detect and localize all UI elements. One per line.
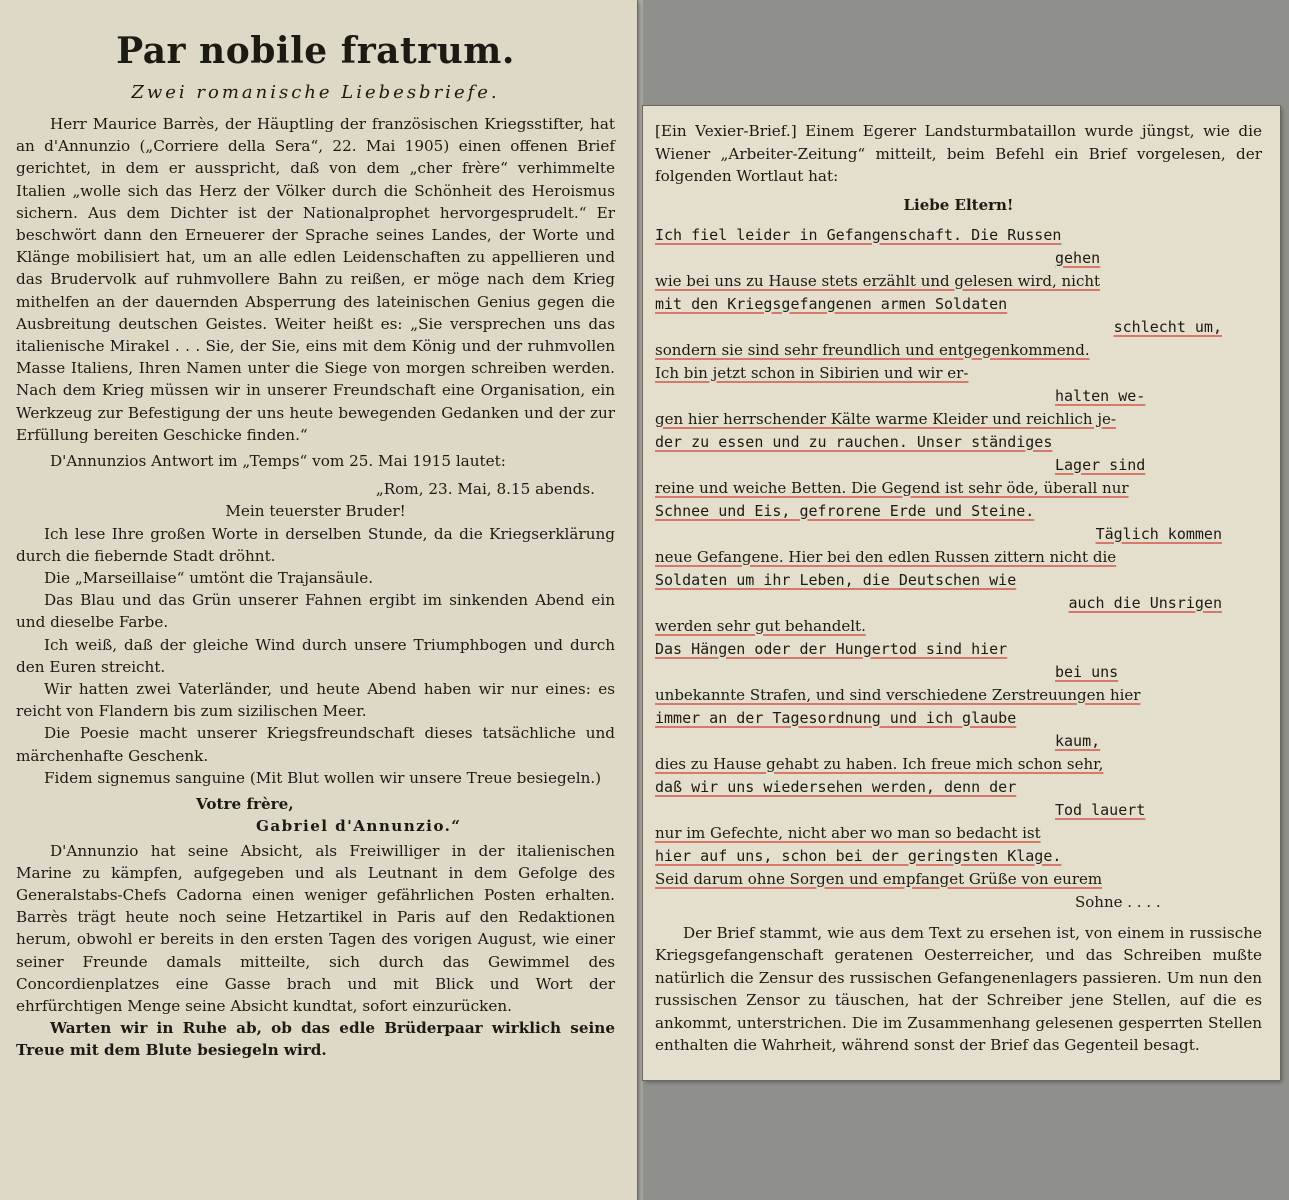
letter-line: Ich bin jetzt schon in Sibirien und wir er- [655,363,969,382]
left-newspaper-clipping [0,0,637,1200]
letter-line: hier auf uns, schon bei der geringsten Klage. [655,846,1062,865]
letter-line: Tod lauert [1055,800,1146,819]
letter-paragraph: Das Blau und das Grün unserer Fahnen ergibt im sinkenden Abend ein und dieselbe Farbe. [16,591,615,632]
background-top-right [643,0,1289,106]
letter-line: unbekannte Strafen, und sind verschiedene Zerstreuungen hier [655,685,1141,704]
letter-dateline: „Rom, 23. Mai, 8.15 abends. [375,480,595,499]
letter-salutation: Mein teuerster Bruder! [225,502,406,521]
letter-paragraph: Die Poesie macht unserer Kriegsfreundschaft dieses tatsächliche und märchenhafte Geschenk. [16,724,615,765]
letter-line: Ich fiel leider in Gefangenschaft. Die Russen [655,225,1062,244]
letter-line: dies zu Hause gehabt zu haben. Ich freue mich schon sehr, [655,754,1104,773]
letter-line: Sohne . . . . [1075,892,1161,911]
letter-line: nur im Gefechte, nicht aber wo man so bedacht ist [655,823,1041,842]
letter-line: Das Hängen oder der Hungertod sind hier [655,639,1008,658]
letter-line: schlecht um, [1113,317,1222,336]
letter-line: bei uns [1055,662,1119,681]
letter-line: halten we- [1055,386,1146,405]
letter-line: der zu essen und zu rauchen. Unser ständiges [655,432,1053,451]
letter-closing: Votre frère, [196,795,294,814]
answer-intro: D'Annunzios Antwort im „Temps“ vom 25. Mai 1915 lautet: [50,452,506,471]
vexier-intro: [Ein Vexier-Brief.] Einem Egerer Landsturmbataillon wurde jüngst, wie die Wiener „Arbeiter-Zeitung“ mitteilt, beim Befehl ein Brief vorgelesen, der folgenden Wortlaut hat: [655,122,1262,185]
letter-line: reine und weiche Betten. Die Gegend ist sehr öde, überall nur [655,478,1129,497]
letter-line: gen hier herrschender Kälte warme Kleider und reichlich je- [655,409,1116,428]
letter-line: kaum, [1055,731,1101,750]
outro-paragraph: D'Annunzio hat seine Absicht, als Freiwilliger in der italienischen Marine zu kämpfen, aufgegeben und als Leutnant in dem Gefolge des Generalstabs-Chefs Cadorna einen weniger gefährlichen Posten erhalten. Barrès trägt heute noch seine Hetzartikel in Paris auf den Redaktionen herum, obwohl er bereits in den ersten Tagen des vorigen August, wie einer seiner Freunde damals mitteilte, sich durch das Gewimmel des Concordienplatzes eine Gasse brach und mit Blick und Wort der ehrfürchtigen Menge seine Absicht kundtat, sofort einzurücken. [16,841,615,1015]
letter-line: Lager sind [1055,455,1146,474]
letter-line: Schnee und Eis, gefrorene Erde und Steine. [655,501,1035,520]
letter-paragraph: Wir hatten zwei Vaterländer, und heute Abend haben wir nur eines: es reicht von Flandern bis zum sizilischen Meer. [16,680,615,721]
letter-line: Soldaten um ihr Leben, die Deutschen wie [655,570,1017,589]
final-paragraph: Warten wir in Ruhe ab, ob das edle Brüderpaar wirklich seine Treue mit dem Blute besiegeln wird. [16,1019,615,1060]
letter-line: sondern sie sind sehr freundlich und entgegenkommend. [655,340,1090,359]
article-title: Par nobile fratrum. [116,30,515,72]
right-newspaper-clipping [643,106,1280,1080]
letter-paragraph: Ich weiß, daß der gleiche Wind durch unsere Triumphbogen und durch den Euren streicht. [16,635,615,676]
vexier-letter [655,224,1262,914]
letter-paragraph: Ich lese Ihre großen Worte in derselben Stunde, da die Kriegserklärung durch die fiebernde Stadt dröhnt. [16,524,615,565]
letter-line: daß wir uns wiedersehen werden, denn der [655,777,1017,796]
article-subtitle: Zwei romanische Liebesbriefe. [131,82,500,103]
letter-line: Seid darum ohne Sorgen und empfanget Grüße von eurem [655,869,1103,888]
letter-line: neue Gefangene. Hier bei den edlen Russen zittern nicht die [655,547,1117,566]
letter-line: mit den Kriegsgefangenen armen Soldaten [655,294,1008,313]
letter-line: auch die Unsrigen [1068,593,1222,612]
vexier-salutation: Liebe Eltern! [903,195,1014,214]
letter-paragraph: Die „Marseillaise“ umtönt die Trajansäule. [44,569,374,588]
letter-line: wie bei uns zu Hause stets erzählt und gelesen wird, nicht [655,271,1101,290]
vexier-explanation: Der Brief stammt, wie aus dem Text zu ersehen ist, von einem in russische Kriegsgefangenschaft geratenen Oesterreicher, und das Schreiben mußte natürlich die Zensur des russischen Gefangenenlagers passieren. Um nun den russischen Zensor zu täuschen, hat der Schreiber jene Stellen, auf die es ankommt, unterstrichen. Die im Zusammenhang gelesenen gesperrten Stellen enthalten die Wahrheit, während sonst der Brief das Gegenteil besagt. [655,923,1262,1054]
letter-line: Täglich kommen [1095,524,1222,543]
letter-signature: Gabriel d'Annunzio.“ [256,817,462,836]
letter-paragraph: Fidem signemus sanguine (Mit Blut wollen wir unsere Treue besiegeln.) [44,768,602,787]
letter-line: immer an der Tagesordnung und ich glaube [655,708,1017,727]
intro-paragraph: Herr Maurice Barrès, der Häuptling der französischen Kriegsstifter, hat an d'Annunzio („Corriere della Sera“, 22. Mai 1905) einen offenen Brief gerichtet, in dem er ausspricht, daß von dem „cher frère“ verhimmelte Italien „wolle sich das Herz der Völker durch die Schönheit des Heroismus sichern. Aus dem Dichter ist der Nationalprophet hervorgesprudelt.“ Er beschwört dann den Erneuerer der Sprache seines Landes, der Worte und Klänge mobilisiert hat, um an alle edlen Leidenschaften zu appellieren und das Brudervolk auf ruhmvollere Bahn zu reißen, er möge nach dem Krieg mithelfen an der dauernden Absperrung des lateinischen Genius gegen die Ausbreitung deutschen Geistes. Weiter heißt es: „Sie versprechen uns das italienische Mirakel . . . Sie, der Sie, eins mit dem König und der ruhmvollen Masse Italiens, Ihren Namen unter die Siege von morgen schreiben werden. Nach dem Krieg müssen wir in unserer Freundschaft eine Organisation, ein Werkzeug zur Befestigung der uns heute bewegenden Gedanken und der zur Erfüllung bereiten Geschicke finden.“ [16,115,615,444]
letter-line: gehen [1055,248,1101,267]
letter-line: werden sehr gut behandelt. [655,616,866,635]
